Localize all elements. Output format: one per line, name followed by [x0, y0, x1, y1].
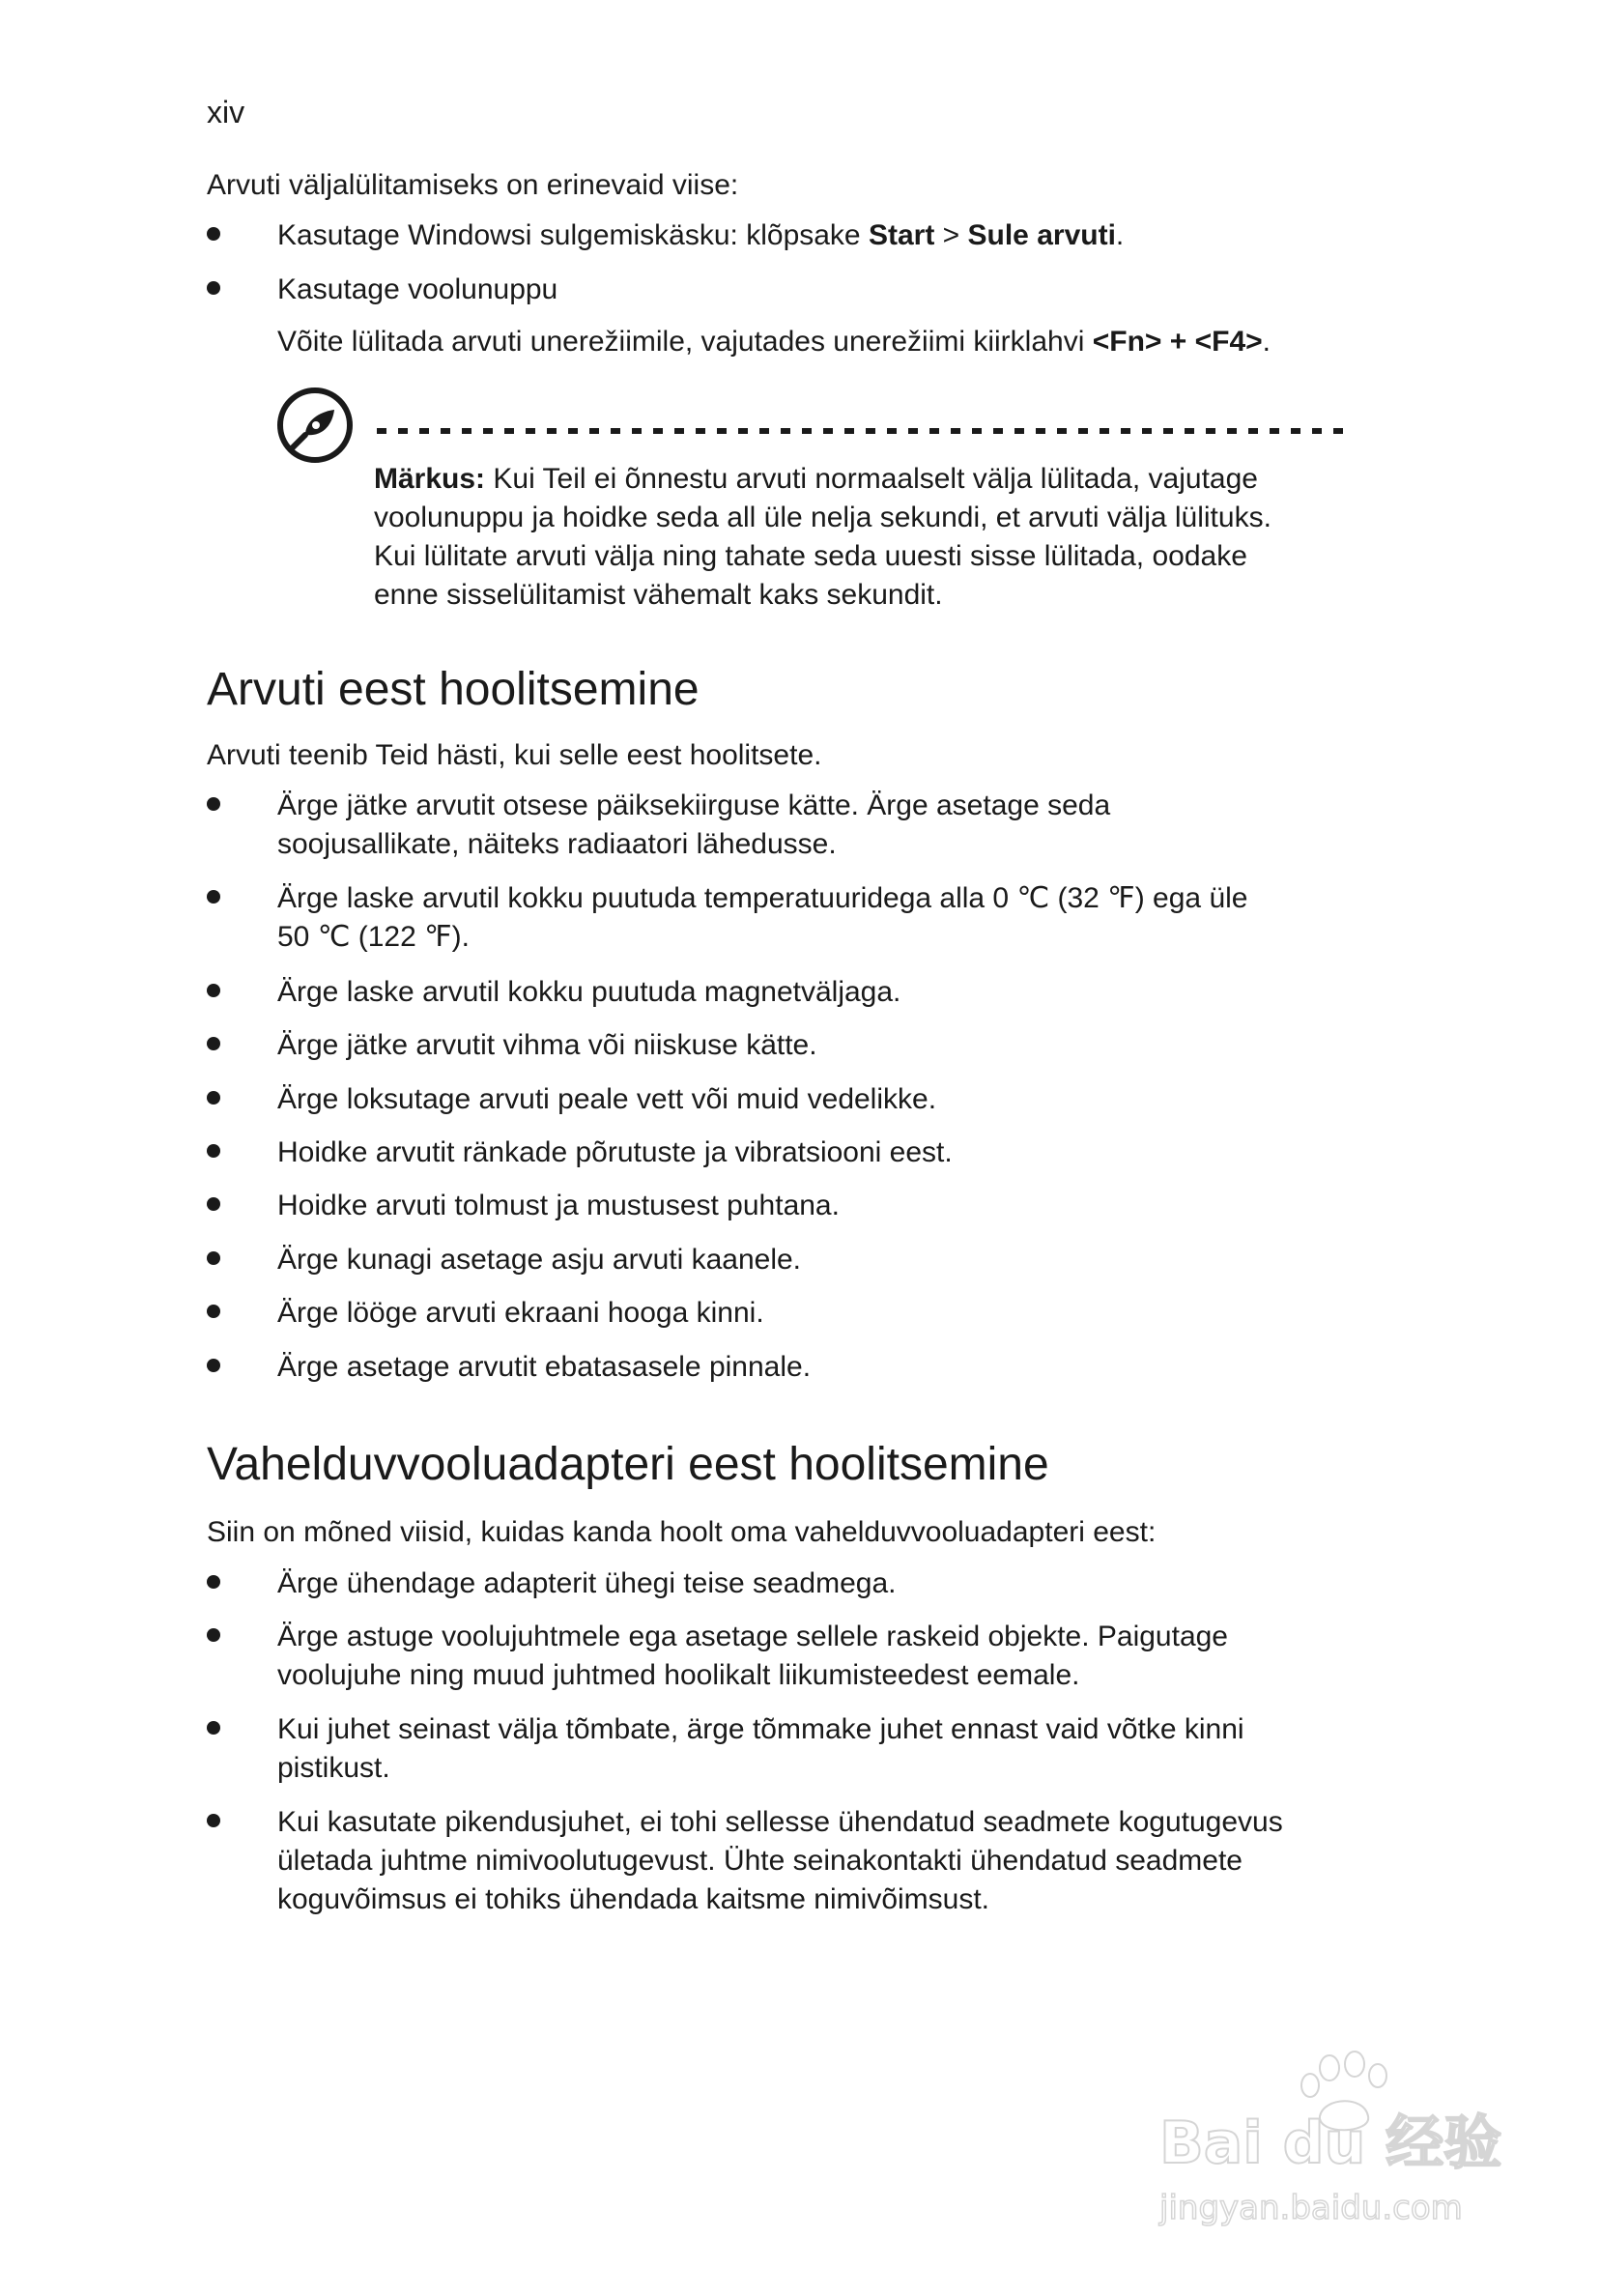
bullet-icon — [207, 797, 220, 811]
note-line-1: Märkus: Kui Teil ei õnnestu arvuti normaalselt välja lülitada, vajutage — [374, 463, 1258, 495]
care-bullet-7: Hoidke arvuti tolmust ja mustusest puhtana. — [277, 1190, 840, 1221]
care-bullet-1: Ärge jätke arvutit otsese päiksekiirguse kätte. Ärge asetage seda soojusallikate, näiteks radiaatori lähedusse. — [277, 789, 1111, 860]
bullet-icon — [207, 1144, 220, 1158]
care-bullet-2: Ärge laske arvutil kokku puutuda temperatuuridega alla 0 ℃ (32 ℉) ega üle 50 ℃ (122 ℉). — [277, 882, 1248, 953]
bullet-icon — [207, 890, 220, 904]
care-bullet-10: Ärge asetage arvutit ebatasasele pinnale. — [277, 1351, 812, 1383]
care-bullet-8: Ärge kunagi asetage asju arvuti kaanele. — [277, 1244, 802, 1276]
bullet-icon — [207, 1814, 220, 1827]
bullet-icon — [207, 227, 220, 241]
bullet-icon — [207, 1197, 220, 1211]
watermark-url: jingyan.baidu.com — [1159, 2189, 1463, 2227]
note-divider — [377, 421, 1349, 427]
watermark-logo-text: Bai du 经验 — [1159, 2109, 1502, 2177]
bullet-icon — [207, 1628, 220, 1642]
bullet-icon — [207, 1091, 220, 1105]
care-bullet-9: Ärge lööge arvuti ekraani hooga kinni. — [277, 1297, 764, 1329]
adapter-bullet-1: Ärge ühendage adapterit ühegi teise seadmega. — [277, 1567, 897, 1599]
adapter-bullet-4: Kui kasutate pikendusjuhet, ei tohi sellesse ühendatud seadmete kogutugevus ületada juhtme nimivoolutugevust. Ühte seinakontakti ühendatud seadmete koguvõimsus ei tohiks ühendada kaitsme nimivõimsust. — [277, 1806, 1283, 1915]
bullet-icon — [207, 281, 220, 295]
bullet-icon — [207, 1037, 220, 1050]
bullet-icon — [207, 1721, 220, 1735]
care-bullet-3: Ärge laske arvutil kokku puutuda magnetväljaga. — [277, 976, 901, 1008]
note-line-2: voolunuppu ja hoidke seda all üle nelja sekundi, et arvuti välja lülituks. — [374, 502, 1271, 533]
bullet-icon — [207, 1251, 220, 1265]
sleep-line: Võite lülitada arvuti unerežiimile, vajutades unerežiimi kiirklahvi <Fn> + <F4>. — [277, 326, 1271, 358]
adapter-bullet-2: Ärge astuge voolujuhtmele ega asetage sellele raskeid objekte. Paigutage voolujuhe ning muud juhtmed hoolikalt liikumisteedest eemale. — [277, 1621, 1228, 1691]
care-bullet-6: Hoidke arvutit ränkade põrutuste ja vibratsiooni eest. — [277, 1136, 953, 1168]
note-pen-icon — [276, 387, 354, 464]
note-line-3: Kui lülitate arvuti välja ning tahate seda uuesti sisse lülitada, oodake — [374, 540, 1247, 572]
care-bullet-5: Ärge loksutage arvuti peale vett või muid vedelikke. — [277, 1083, 937, 1115]
baidu-watermark — [1140, 2047, 1507, 2240]
bullet-icon — [207, 1575, 220, 1589]
care-bullet-4: Ärge jätke arvutit vihma või niiskuse kätte. — [277, 1029, 817, 1061]
page-number: xiv — [207, 95, 245, 129]
section-heading-adapter-care: Vahelduvvooluadapteri eest hoolitsemine — [207, 1439, 1049, 1490]
shutdown-bullet-1: Kasutage Windowsi sulgemiskäsku: klõpsake Start > Sule arvuti. — [277, 219, 1125, 251]
note-line-4: enne sisselülitamist vähemalt kaks sekundit. — [374, 579, 943, 611]
bullet-icon — [207, 1359, 220, 1372]
bullet-icon — [207, 1305, 220, 1318]
section-heading-computer-care: Arvuti eest hoolitsemine — [207, 664, 700, 715]
section2-intro: Siin on mõned viisid, kuidas kanda hoolt oma vahelduvvooluadapteri eest: — [207, 1516, 1157, 1548]
shutdown-bullet-2: Kasutage voolunuppu — [277, 273, 558, 305]
shutdown-intro: Arvuti väljalülitamiseks on erinevaid viise: — [207, 169, 739, 201]
bullet-icon — [207, 984, 220, 997]
adapter-bullet-3: Kui juhet seinast välja tõmbate, ärge tõmmake juhet ennast vaid võtke kinni pistikust. — [277, 1713, 1244, 1784]
section1-intro: Arvuti teenib Teid hästi, kui selle eest hoolitsete. — [207, 739, 822, 771]
